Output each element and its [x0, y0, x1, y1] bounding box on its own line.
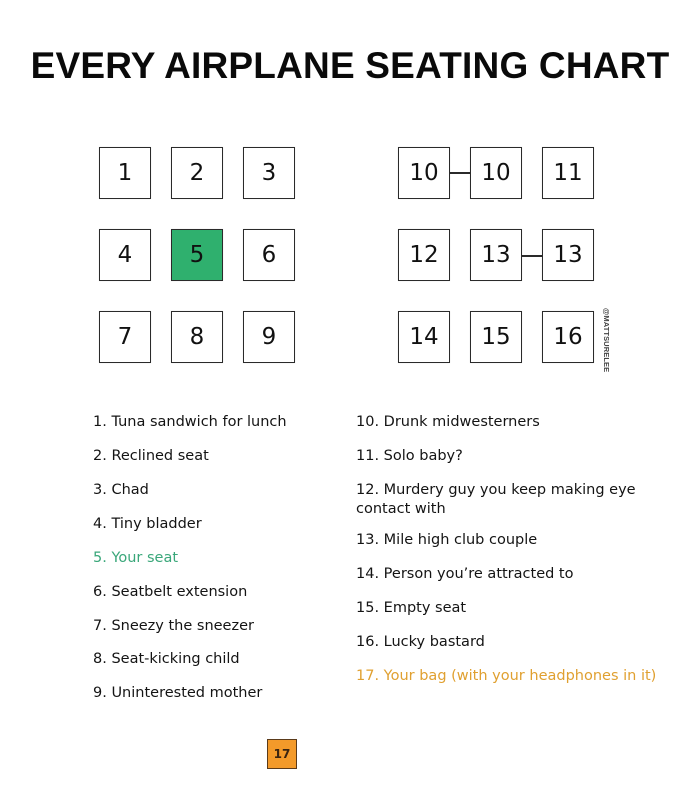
- legend-item-11: 11. Solo baby?: [356, 448, 463, 464]
- seat-1: 1: [99, 147, 151, 199]
- bag-box-17: 17: [267, 739, 297, 769]
- seat-13a: 13: [470, 229, 522, 281]
- legend-item-16: 16. Lucky bastard: [356, 634, 485, 650]
- seat-15: 15: [470, 311, 522, 363]
- legend-item-14: 14. Person you’re attracted to: [356, 566, 574, 582]
- legend-item-5-your-seat: 5. Your seat: [93, 550, 179, 566]
- legend-item-2: 2. Reclined seat: [93, 448, 209, 464]
- seat-16: 16: [542, 311, 594, 363]
- seat-5-your-seat: 5: [171, 229, 223, 281]
- legend-item-17-your-bag: 17. Your bag (with your headphones in it): [356, 668, 657, 684]
- legend-item-4: 4. Tiny bladder: [93, 516, 202, 532]
- seat-4: 4: [99, 229, 151, 281]
- legend-item-6: 6. Seatbelt extension: [93, 584, 248, 600]
- seat-11: 11: [542, 147, 594, 199]
- seat-10b: 10: [470, 147, 522, 199]
- seat-7: 7: [99, 311, 151, 363]
- chart-title: EVERY AIRPLANE SEATING CHART: [30, 45, 670, 86]
- connector-line-13: [522, 255, 542, 257]
- connector-line-10: [450, 172, 470, 174]
- legend-item-15: 15. Empty seat: [356, 600, 467, 616]
- legend-item-1: 1. Tuna sandwich for lunch: [93, 414, 287, 430]
- author-watermark: @MATTSURELEE: [602, 308, 611, 373]
- legend-item-8: 8. Seat-kicking child: [93, 651, 240, 667]
- seat-10a: 10: [398, 147, 450, 199]
- seat-3: 3: [243, 147, 295, 199]
- seat-8: 8: [171, 311, 223, 363]
- legend-item-10: 10. Drunk midwesterners: [356, 414, 540, 430]
- seat-6: 6: [243, 229, 295, 281]
- seat-12: 12: [398, 229, 450, 281]
- seat-13b: 13: [542, 229, 594, 281]
- seat-9: 9: [243, 311, 295, 363]
- seat-2: 2: [171, 147, 223, 199]
- legend-item-13: 13. Mile high club couple: [356, 532, 538, 548]
- seat-14: 14: [398, 311, 450, 363]
- legend-item-7: 7. Sneezy the sneezer: [93, 618, 254, 634]
- legend-item-3: 3. Chad: [93, 482, 149, 498]
- legend-item-9: 9. Uninterested mother: [93, 685, 263, 701]
- legend-item-12: 12. Murdery guy you keep making eye contact with: [356, 482, 636, 517]
